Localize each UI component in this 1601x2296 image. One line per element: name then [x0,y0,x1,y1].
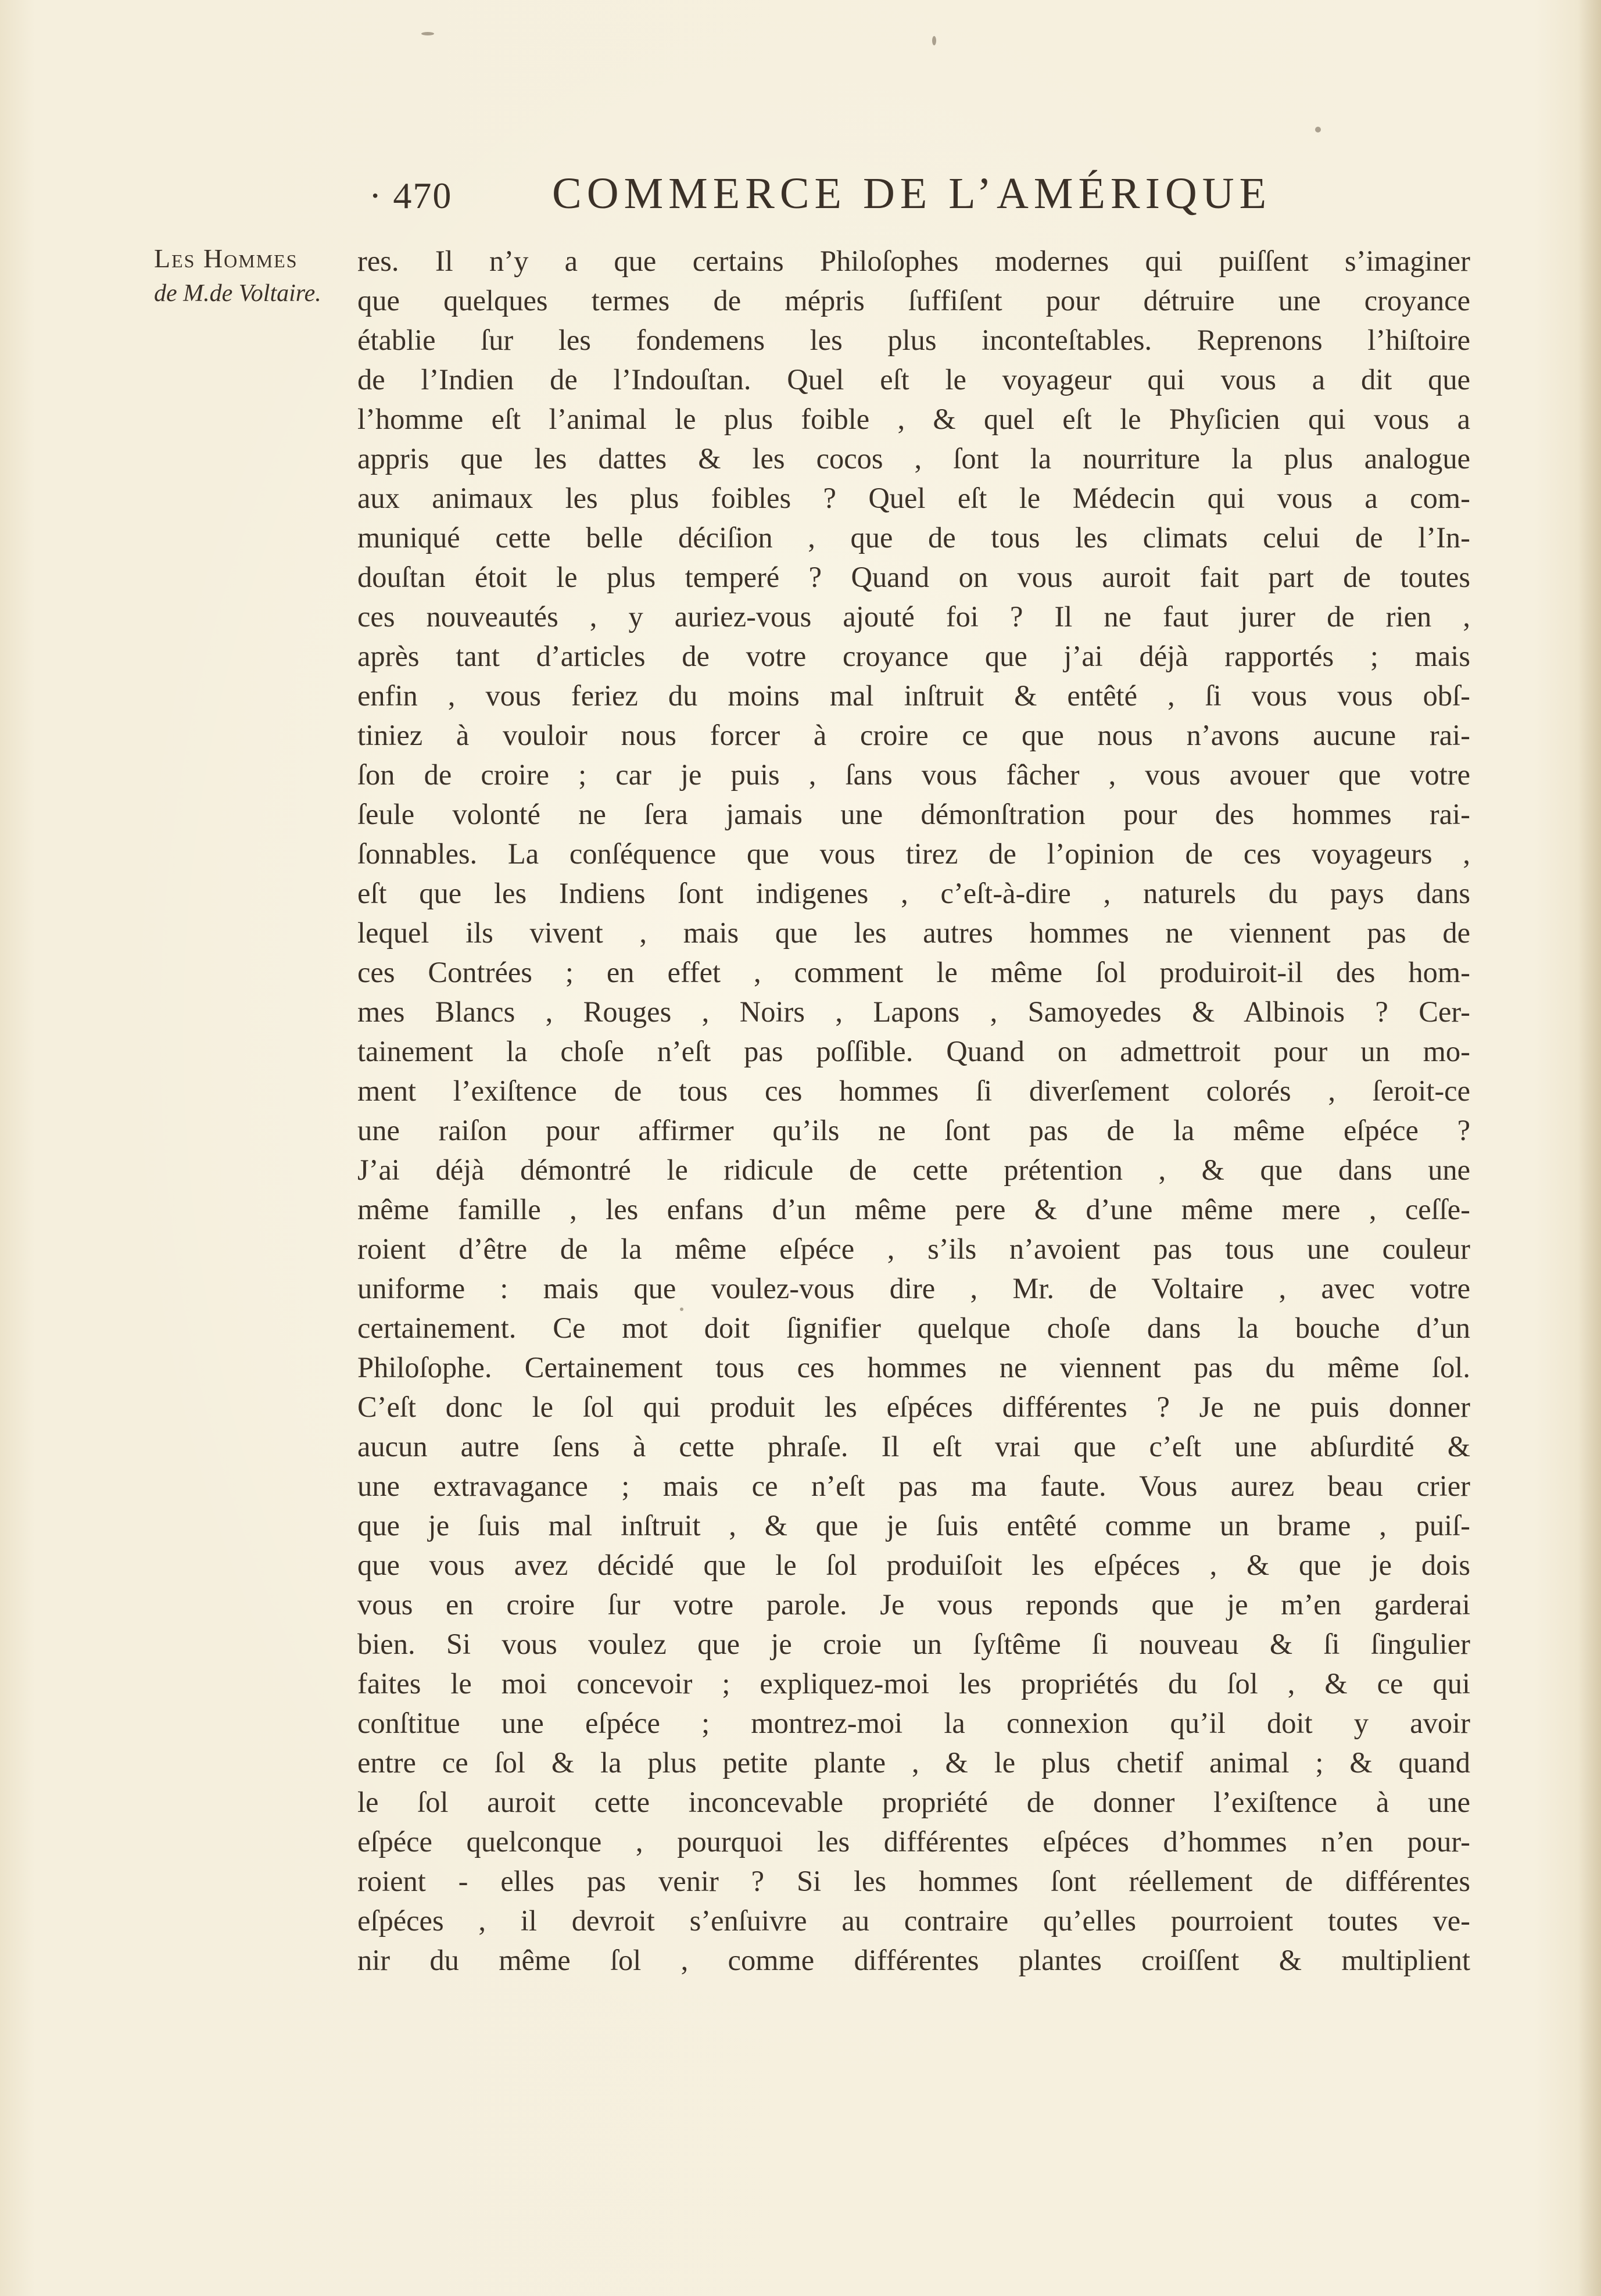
page-header [349,169,1371,232]
text-line: roient d’être de la même eſpéce , s’ils n’avoient pas tous une couleur [357,1233,1470,1265]
text-line: C’eſt donc le ſol qui produit les eſpéces différentes ? Je ne puis donner [357,1391,1470,1423]
text-line: eſpéce quelconque , pourquoi les différentes eſpéces d’hommes n’en pour- [357,1825,1470,1858]
text-line: une extravagance ; mais ce n’eſt pas ma faute. Vous aurez beau crier [357,1470,1470,1502]
text-line: Philoſophe. Certainement tous ces hommes ne viennent pas du même ſol. [357,1351,1470,1384]
text-line: ſeule volonté ne ſera jamais une démonſtration pour des hommes rai- [357,798,1470,830]
text-line: de l’Indien de l’Indouſtan. Quel eſt le voyageur qui vous a dit que [357,363,1470,396]
text-line: tainement la choſe n’eſt pas poſſible. Quand on admettroit pour un mo- [357,1035,1470,1068]
text-line: établie ſur les fondemens les plus inconteſtables. Reprenons l’hiſtoire [357,324,1470,356]
text-line: entre ce ſol & la plus petite plante , & le plus chetif animal ; & quand [357,1746,1470,1779]
text-line: ces Contrées ; en effet , comment le même ſol produiroit-il des hom- [357,956,1470,988]
body-text [357,241,1470,1980]
text-line: aucun autre ſens à cette phraſe. Il eſt vrai que c’eſt une abſurdité & [357,1430,1470,1463]
ink-speck [1315,127,1321,132]
text-line: que quelques termes de mépris ſuffiſent pour détruire une croyance [357,284,1470,317]
text-line: enfin , vous feriez du moins mal inſtruit & entêté , ſi vous vous obſ- [357,679,1470,712]
text-line: uniforme : mais que voulez-vous dire , Mr. de Voltaire , avec votre [357,1272,1470,1305]
text-line: eſpéces , il devroit s’enſuivre au contraire qu’elles pourroient toutes ve- [357,1904,1470,1937]
text-line: une raiſon pour affirmer qu’ils ne ſont pas de la même eſpéce ? [357,1114,1470,1147]
page-edge-shadow [1578,0,1601,2296]
text-line: faites le moi concevoir ; expliquez-moi les propriétés du ſol , & ce qui [357,1667,1470,1700]
text-line: que je ſuis mal inſtruit , & que je ſuis entêté comme un brame , puiſ- [357,1509,1470,1542]
text-line: nir du même ſol , comme différentes plantes croiſſent & multiplient [357,1944,1470,1976]
text-line: après tant d’articles de votre croyance que j’ai déjà rapportés ; mais [357,640,1470,672]
ink-speck [932,36,936,45]
text-line: res. Il n’y a que certains Philoſophes modernes qui puiſſent s’imaginer [357,245,1470,277]
text-line: que vous avez décidé que le ſol produiſoit les eſpéces , & que je dois [357,1549,1470,1581]
text-line: J’ai déjà démontré le ridicule de cette prétention , & que dans une [357,1154,1470,1186]
text-line: ſon de croire ; car je puis , ſans vous fâcher , vous avouer que votre [357,758,1470,791]
text-line: même famille , les enfans d’un même pere & d’une même mere , ceſſe- [357,1193,1470,1226]
text-line: eſt que les Indiens ſont indigenes , c’eſt-à-dire , naturels du pays dans [357,877,1470,909]
text-line: ment l’exiſtence de tous ces hommes ſi diverſement colorés , ſeroit-ce [357,1074,1470,1107]
margin-note-title: Les Hommes [154,243,298,273]
text-line: le ſol auroit cette inconcevable propriété de donner l’exiſtence à une [357,1786,1470,1818]
ink-speck [421,32,434,35]
text-line: ſonnables. La conſéquence que vous tirez de l’opinion de ces voyageurs , [357,837,1470,870]
page-number: · 470 [369,175,453,216]
text-line: douſtan étoit le plus temperé ? Quand on vous auroit fait part de toutes [357,561,1470,593]
text-line: mes Blancs , Rouges , Noirs , Lapons , Samoyedes & Albinois ? Cer- [357,995,1470,1028]
text-line: roient - elles pas venir ? Si les hommes ſont réellement de différentes [357,1865,1470,1897]
text-line: tiniez à vouloir nous forcer à croire ce que nous n’avons aucune rai- [357,719,1470,751]
text-line: ces nouveautés , y auriez-vous ajouté foi ? Il ne faut jurer de rien , [357,600,1470,633]
text-line: appris que les dattes & les cocos , ſont la nourriture la plus analogue [357,442,1470,475]
text-line: lequel ils vivent , mais que les autres hommes ne viennent pas de [357,916,1470,949]
text-line: l’homme eſt l’animal le plus foible , & quel eſt le Phyſicien qui vous a [357,403,1470,435]
text-line: vous en croire ſur votre parole. Je vous reponds que je m’en garderai [357,1588,1470,1621]
text-line: muniqué cette belle déciſion , que de tous les climats celui de l’In- [357,521,1470,554]
text-line: aux animaux les plus foibles ? Quel eſt le Médecin qui vous a com- [357,482,1470,514]
text-line: bien. Si vous voulez que je croie un ſyſtême ſi nouveau & ſi ſingulier [357,1628,1470,1660]
text-line: conſtitue une eſpéce ; montrez-moi la connexion qu’il doit y avoir [357,1707,1470,1739]
margin-note-subtitle: de M.de Voltaire. [154,280,321,307]
running-title: COMMERCE DE L’AMÉRIQUE [552,169,1272,218]
text-line: certainement. Ce mot doit ſignifier quelque choſe dans la bouche d’un [357,1312,1470,1344]
